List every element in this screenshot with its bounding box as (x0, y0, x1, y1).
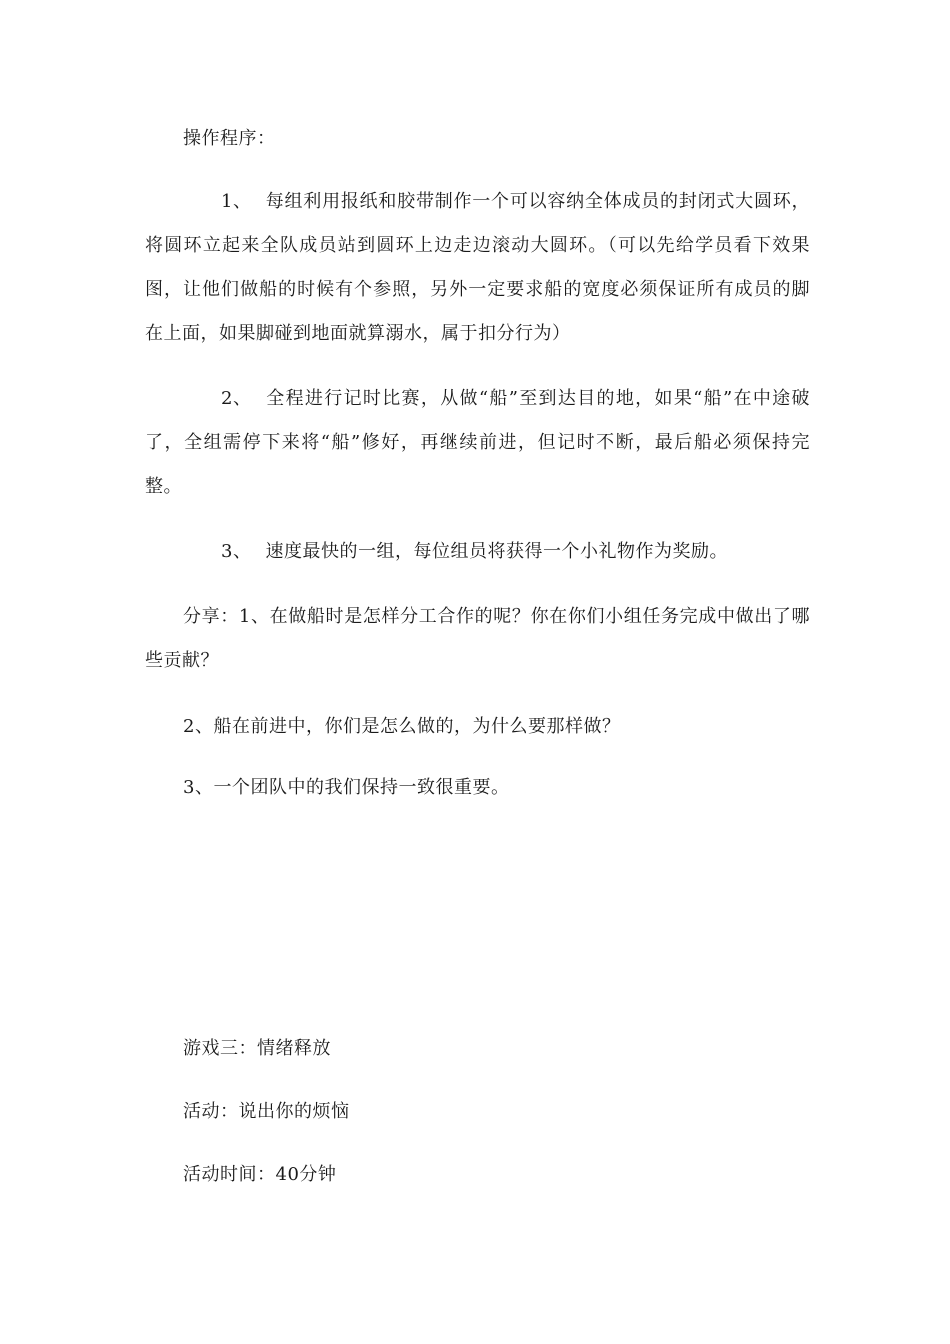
share-question-1: 分享：1、在做船时是怎样分工合作的呢？你在你们小组任务完成中做出了哪些贡献？ (145, 606, 810, 671)
share-question-3: 3、一个团队中的我们保持一致很重要。 (183, 777, 510, 798)
step-2-number: 2、 (221, 388, 252, 409)
activity-time: 活动时间：40分钟 (183, 1164, 337, 1185)
procedure-heading: 操作程序： (183, 128, 276, 149)
game-three-title: 游戏三：情绪释放 (183, 1038, 331, 1059)
share-question-2: 2、船在前进中，你们是怎么做的，为什么要那样做？ (183, 716, 621, 737)
step-3 (145, 530, 810, 574)
activity-name: 活动：说出你的烦恼 (183, 1101, 350, 1122)
step-3-number: 3、 (221, 541, 252, 562)
step-1 (145, 180, 810, 356)
step-1-text: 每组利用报纸和胶带制作一个可以容纳全体成员的封闭式大圆环，将圆环立起来全队成员站到圆环上边走边滚动大圆环。（可以先给学员看下效果图，让他们做船的时候有个参照，另外一定要求船的宽度必须保证所有成员的脚在上面，如果脚碰到地面就算溺水，属于扣分行为） (145, 191, 810, 344)
step-3-text: 速度最快的一组，每位组员将获得一个小礼物作为奖励。 (265, 541, 728, 562)
step-2 (145, 377, 810, 509)
step-2-text: 全程进行记时比赛，从做“船”至到达目的地，如果“船”在中途破了，全组需停下来将“船”修好，再继续前进，但记时不断，最后船必须保持完整。 (145, 388, 810, 497)
step-1-number: 1、 (221, 191, 252, 212)
